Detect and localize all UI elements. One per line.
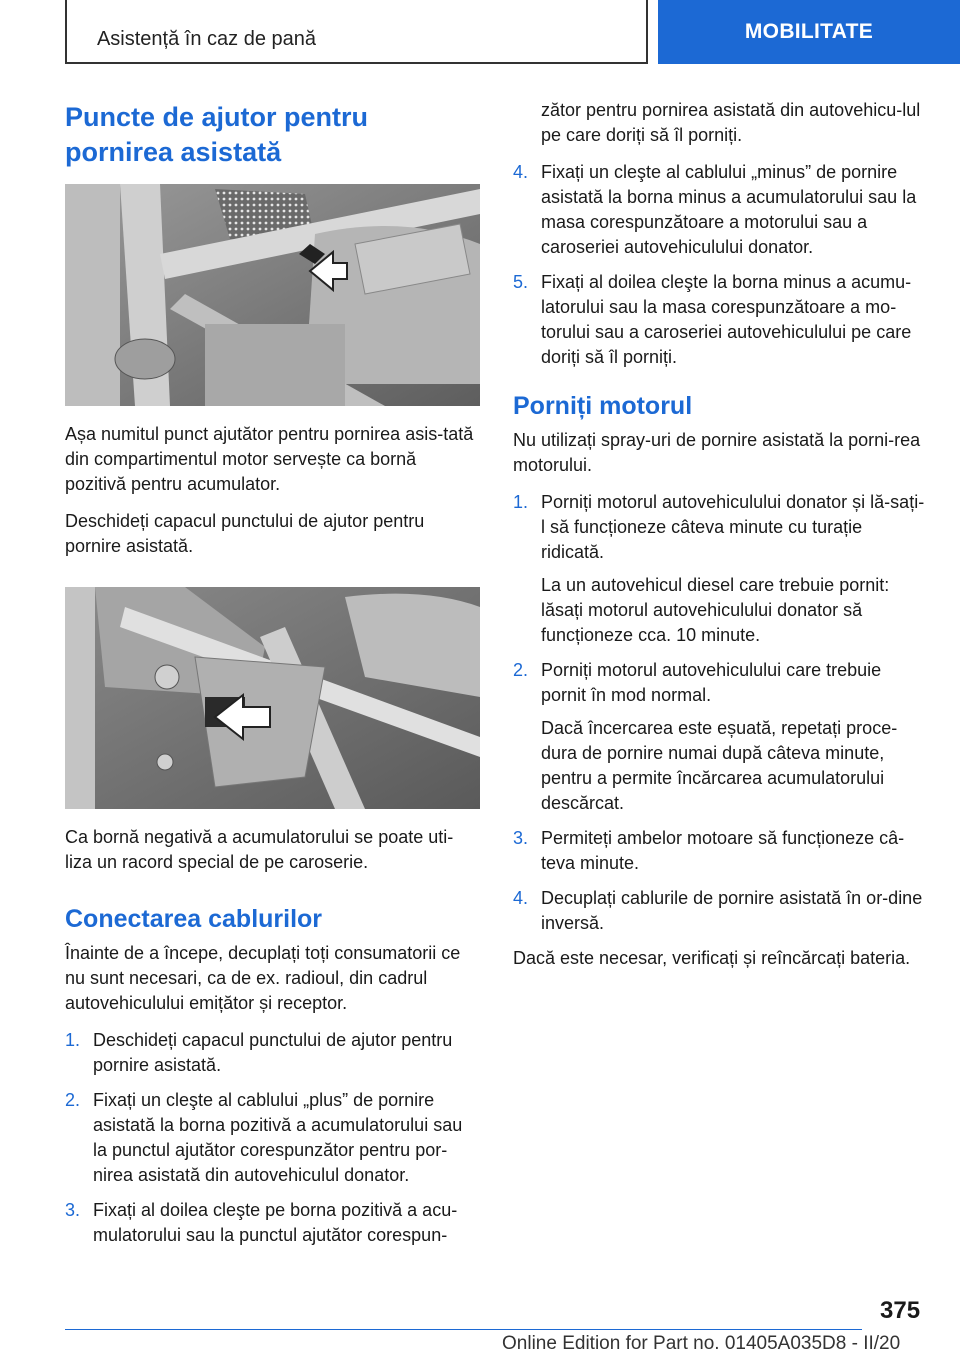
step-text: Fixați al doilea cleşte la borna minus a acumu‐latorului sau la masa corespunzătoare a mo‐torului sau a caroseriei autovehiculului pe care doriți să îl porniți. bbox=[541, 272, 912, 367]
list-item bbox=[513, 826, 928, 876]
step-text: Fixați al doilea cleşte pe borna pozitivă a acu‐mulatorului sau la punctul ajutător corespun‐ bbox=[93, 1200, 458, 1245]
section-heading-connecting-cables: Conectarea cablurilor bbox=[65, 905, 323, 933]
section-heading-start-engine: Porniți motorul bbox=[513, 392, 693, 420]
page-title: Puncte de ajutor pentru pornirea asistată bbox=[65, 102, 369, 167]
list-item bbox=[65, 1088, 480, 1188]
step-number: 3. bbox=[65, 1200, 81, 1220]
left-column bbox=[65, 100, 480, 1258]
step-note: La un autovehicul diesel care trebuie pornit: lăsați motorul autovehiculului donator să funcționeze cca. 10 minute. bbox=[541, 575, 890, 645]
step-text: Fixați un cleşte al cablului „minus” de pornire asistată la borna minus a acumulatorului sau la masa corespunzătoare a motorului sau a caroseriei autovehiculului donator. bbox=[541, 162, 917, 257]
step-text: Decuplați cablurile de pornire asistată în or‐dine inversă. bbox=[541, 888, 923, 933]
engine-photo-positive-point bbox=[65, 184, 480, 406]
engine-photo-negative-point bbox=[65, 587, 480, 809]
step-text: Permiteți ambelor motoare să funcționeze câ‐teva minute. bbox=[541, 828, 905, 873]
list-item bbox=[513, 490, 928, 648]
paragraph-check-battery: Dacă este necesar, verificați și reîncărcați bateria. bbox=[513, 948, 911, 968]
step-number: 1. bbox=[65, 1030, 81, 1050]
step-text: Fixați un cleşte al cablului „plus” de pornire asistată la borna pozitivă a acumulatorului sau la punctul ajutător corespunzător pentru por‐nirea asistată din autovehiculul donator. bbox=[93, 1090, 463, 1185]
step-text: Deschideți capacul punctului de ajutor pentru pornire asistată. bbox=[93, 1030, 453, 1075]
header-frame bbox=[65, 0, 648, 64]
header-section-title: Asistență în caz de pană bbox=[96, 28, 316, 50]
edition-footer: Online Edition for Part no. 01405A035D8 - II/20 bbox=[502, 1333, 901, 1354]
step-number: 2. bbox=[65, 1090, 81, 1110]
page-number: 375 bbox=[880, 1297, 921, 1324]
footer-divider bbox=[65, 1329, 862, 1330]
step-number: 5. bbox=[513, 272, 529, 292]
step-text: Porniți motorul autovehiculului donator și lă‐sați-l să funcționeze câteva minute cu turație ridicată. bbox=[541, 492, 925, 562]
paragraph-open-cover: Deschideți capacul punctului de ajutor pentru pornire asistată. bbox=[65, 511, 425, 556]
step-number: 1. bbox=[513, 492, 529, 512]
connecting-steps-list-continued bbox=[513, 160, 928, 370]
step-number: 3. bbox=[513, 828, 529, 848]
right-column bbox=[513, 98, 928, 983]
step-text: Porniți motorul autovehiculului care trebuie pornit în mod normal. bbox=[541, 660, 882, 705]
list-item bbox=[513, 270, 928, 370]
connecting-steps-list bbox=[65, 1028, 480, 1248]
list-item bbox=[65, 1198, 480, 1248]
list-item bbox=[65, 1028, 480, 1078]
list-item bbox=[513, 886, 928, 936]
paragraph-before-start: Înainte de a începe, decuplați toți consumatorii ce nu sunt necesari, ca de ex. radioul, din cadrul autovehiculului emițător și receptor. bbox=[65, 943, 461, 1013]
step-number: 4. bbox=[513, 888, 529, 908]
paragraph-positive-point: Așa numitul punct ajutător pentru pornirea asis‐tată din compartimentul motor servește ca bornă pozitivă pentru acumulator. bbox=[65, 424, 474, 494]
paragraph-no-spray: Nu utilizați spray-uri de pornire asistată la porni‐rea motorului. bbox=[513, 430, 921, 475]
list-item bbox=[513, 160, 928, 260]
step-number: 2. bbox=[513, 660, 529, 680]
start-engine-steps-list bbox=[513, 490, 928, 936]
header-chapter-tab: MOBILITATE bbox=[658, 0, 960, 64]
list-item bbox=[513, 658, 928, 816]
paragraph-negative-point: Ca bornă negativă a acumulatorului se poate uti‐liza un racord special de pe caroserie. bbox=[65, 827, 454, 872]
step-note: Dacă încercarea este eșuată, repetați proce‐dura de pornire numai după câteva minute, pentru a permite încărcarea acumulatorului descărcat. bbox=[541, 718, 898, 813]
step-3-continuation: zător pentru pornirea asistată din autovehicu‐lul pe care doriți să îl porniți. bbox=[541, 100, 921, 145]
step-number: 4. bbox=[513, 162, 529, 182]
